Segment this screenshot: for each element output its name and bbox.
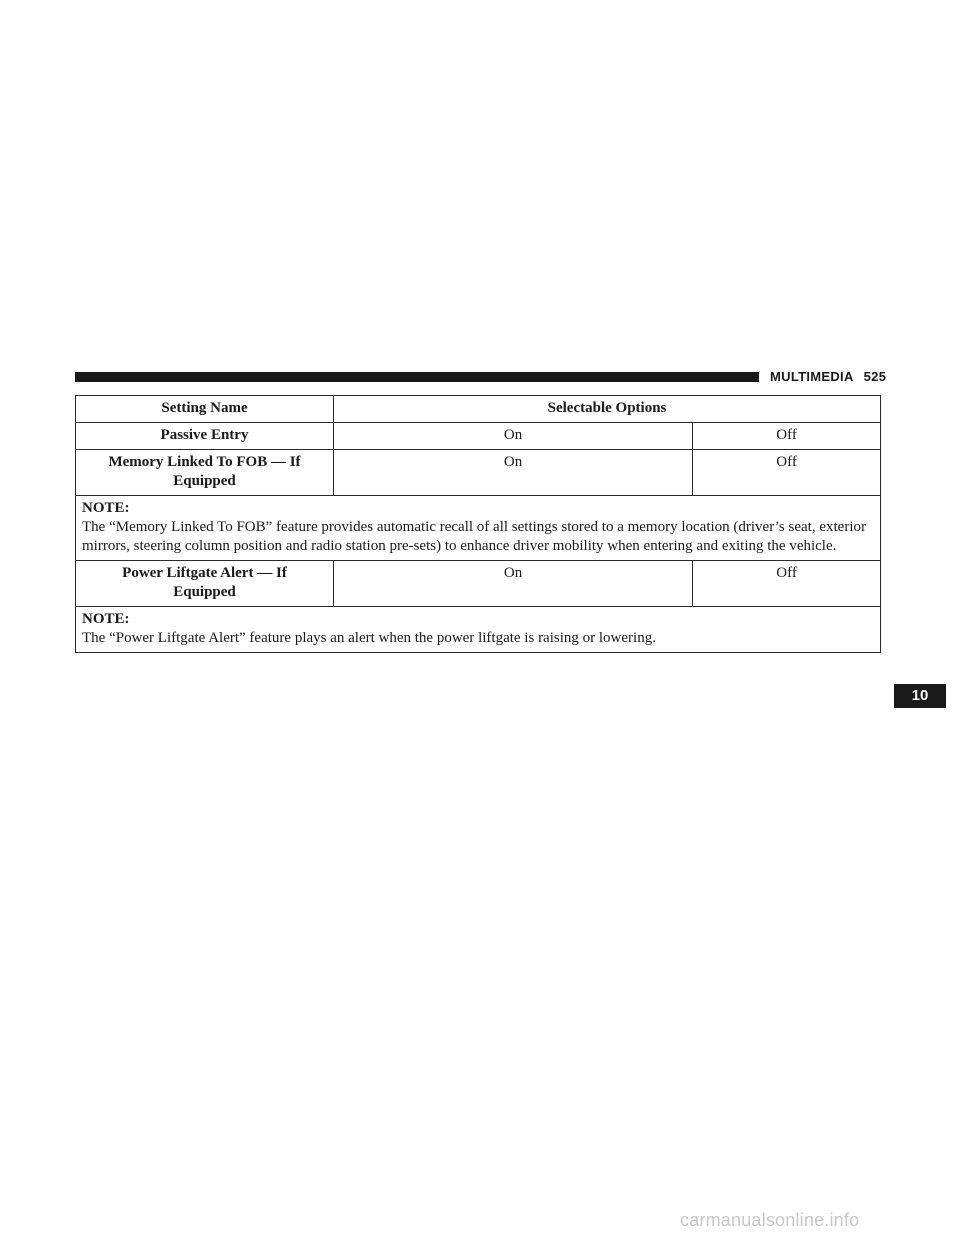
section-title: MULTIMEDIA: [770, 369, 854, 384]
setting-name: Passive Entry: [76, 423, 334, 450]
table-note-row: [76, 496, 881, 561]
table-header-row: [76, 396, 881, 423]
chapter-tab: 10: [894, 684, 946, 708]
setting-name: Power Liftgate Alert — If Equipped: [76, 561, 334, 607]
note-text: The “Power Liftgate Alert” feature plays an alert when the power liftgate is raising or lowering.: [82, 630, 656, 646]
settings-table: [75, 395, 881, 653]
note-cell: [76, 496, 881, 561]
table-row: [76, 423, 881, 450]
note-text: The “Memory Linked To FOB” feature provides automatic recall of all settings stored to a memory location (driver’s seat, exterior mirrors, steering column position and radio station pre-sets) to enhance driver mobility when entering and exiting the vehicle.: [82, 519, 866, 554]
option-off: Off: [693, 450, 881, 496]
note-label: NOTE:: [82, 500, 130, 516]
table-row: [76, 561, 881, 607]
note-cell: [76, 607, 881, 653]
option-off: Off: [693, 561, 881, 607]
header-rule: [75, 372, 759, 382]
table-row: [76, 450, 881, 496]
setting-name: Memory Linked To FOB — If Equipped: [76, 450, 334, 496]
running-header: [770, 369, 886, 384]
watermark: carmanualsonline.info: [680, 1210, 860, 1230]
option-off: Off: [693, 423, 881, 450]
note-label: NOTE:: [82, 611, 130, 627]
table-note-row: [76, 607, 881, 653]
option-on: On: [334, 450, 693, 496]
header-selectable-options: Selectable Options: [334, 396, 881, 423]
option-on: On: [334, 561, 693, 607]
header-setting-name: Setting Name: [76, 396, 334, 423]
option-on: On: [334, 423, 693, 450]
page-number: 525: [863, 369, 887, 384]
